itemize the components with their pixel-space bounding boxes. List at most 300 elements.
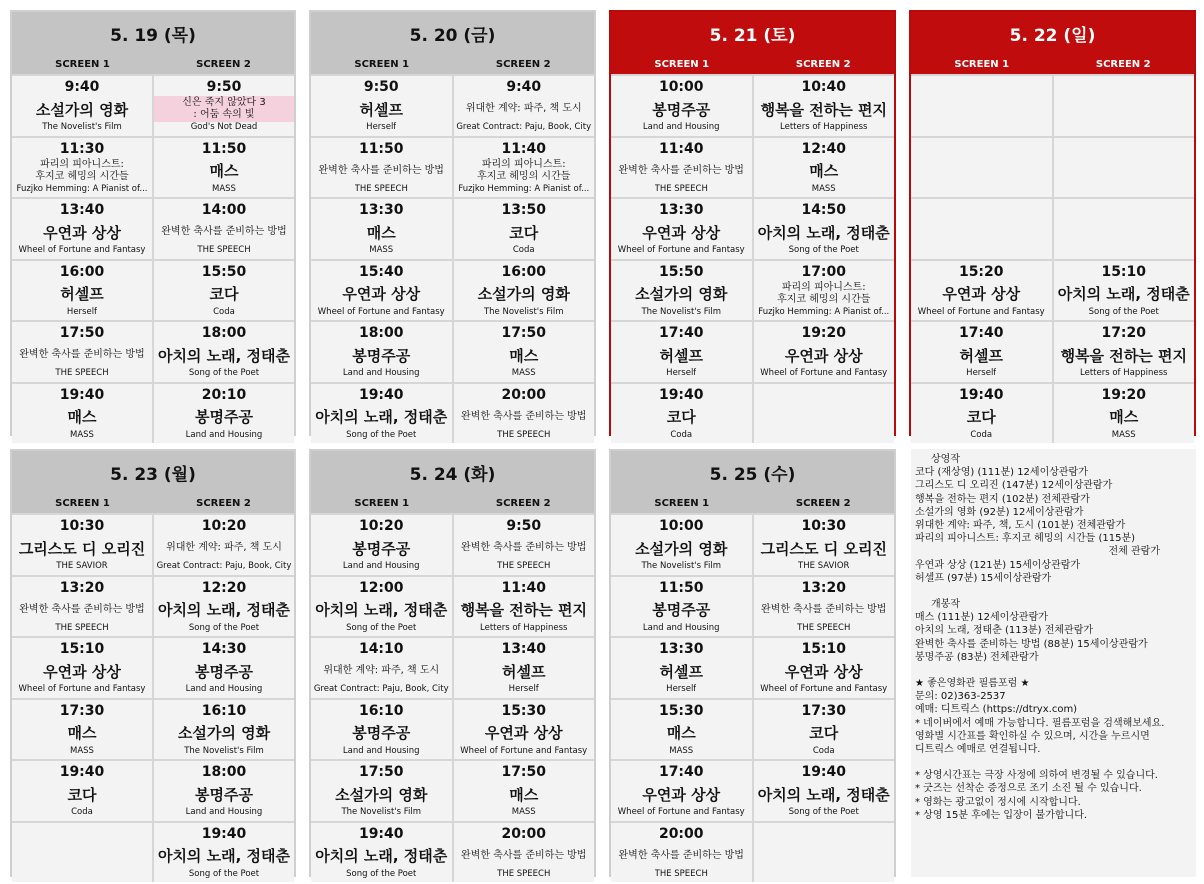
movie-title: 행복을 전하는 편지: [760, 100, 887, 119]
notice-line: * 굿즈는 선착순 증정으로 조기 소진 될 수 있습니다.: [915, 783, 1142, 795]
movie-title: 허셀프: [502, 662, 546, 681]
movie-english-title: Herself: [666, 684, 697, 694]
showtime-time: 20:00: [658, 825, 704, 842]
movie-title: 아치의 노래, 정태춘: [157, 346, 291, 365]
showtime-time: 9:50: [506, 518, 542, 534]
empty-slot: [12, 821, 152, 883]
showtime-slot[interactable]: [611, 136, 752, 198]
movie-title: 허셀프: [359, 100, 403, 119]
showtime-slot[interactable]: [454, 74, 595, 136]
showtime-time: 15:40: [358, 263, 404, 280]
movie-title: 봉명주공: [652, 100, 711, 119]
day-date: 5. 25 (수): [611, 451, 894, 493]
movie-english-title: Wheel of Fortune and Fantasy: [760, 684, 888, 694]
showtime-slot[interactable]: [12, 759, 152, 821]
movie-english-title: Song of the Poet: [188, 622, 260, 633]
movie-english-title: Song of the Poet: [346, 868, 417, 879]
screen-label: SCREEN 2: [795, 498, 851, 509]
showtime-slot[interactable]: [1054, 259, 1195, 321]
showtime-slot[interactable]: [754, 136, 895, 198]
movie-english-title: MASS: [212, 183, 236, 194]
movie-title: 매스: [509, 346, 539, 365]
movie-english-title: Coda: [812, 745, 835, 756]
empty-slot: [754, 382, 895, 444]
showtime-time: 11:50: [658, 579, 704, 596]
showtime-slot[interactable]: [611, 821, 752, 883]
movie-english-title: Land and Housing: [185, 684, 263, 694]
notice-line: * 영화는 광고없이 정시에 시작합니다.: [915, 796, 1081, 808]
showtime-time: 18:00: [358, 325, 404, 341]
showtime-slot[interactable]: [12, 382, 152, 444]
now-showing-line: 전체 관람가: [1108, 546, 1160, 558]
movie-english-title: Great Contract: Paju, Book, City: [456, 122, 592, 132]
movie-title: 코다: [209, 285, 239, 303]
showtime-time: 9:50: [363, 79, 399, 95]
showtime-slot[interactable]: [154, 74, 294, 136]
movie-title: 코다: [67, 785, 97, 804]
movie-english-title: THE SPEECH: [497, 561, 551, 571]
screen-column: [12, 513, 152, 882]
movie-title: 소설가의 영화: [635, 285, 728, 303]
movie-english-title: Letters of Happiness: [480, 622, 568, 633]
showtime-slot[interactable]: [12, 636, 152, 698]
movie-english-title: The Novelist's Film: [641, 561, 722, 571]
showtime-time: 16:00: [59, 263, 105, 280]
showtime-time: 12:40: [801, 140, 847, 157]
showtime-time: 14:30: [201, 641, 247, 657]
movie-english-title: The Novelist's Film: [341, 807, 422, 817]
showtime-slot[interactable]: [454, 513, 595, 575]
showtime-slot[interactable]: [454, 821, 595, 883]
day-date: 5. 22 (일): [911, 12, 1194, 54]
movie-title: 아치의 노래, 정태춘: [315, 408, 448, 426]
showtime-slot[interactable]: [611, 575, 752, 637]
movie-title: 아치의 노래, 정태춘: [1057, 285, 1190, 303]
now-showing-line: 파리의 피아니스트: 후지코 헤밍의 시간들 (115분): [915, 533, 1136, 545]
showtime-time: 19:40: [801, 764, 847, 780]
movie-title: 매스: [1109, 408, 1139, 426]
screen-grid: [12, 74, 294, 443]
showtime-slot[interactable]: [12, 575, 152, 637]
movie-title: 우연과 상상: [43, 662, 121, 681]
showtime-time: 10:20: [201, 518, 247, 534]
showtime-time: 11:50: [201, 140, 247, 157]
showtime-time: 19:20: [1101, 386, 1147, 403]
showtime-slot[interactable]: [311, 759, 452, 821]
showtime-time: 17:50: [59, 325, 105, 341]
movie-title: 파리의 피아니스트: 후지코 헤밍의 시간들: [777, 281, 871, 305]
showtime-slot[interactable]: [1054, 382, 1195, 444]
showtime-slot[interactable]: [311, 821, 452, 883]
movie-title: 완벽한 축사를 준비하는 방법: [461, 542, 587, 553]
movie-english-title: Wheel of Fortune and Fantasy: [460, 745, 588, 756]
showtime-slot[interactable]: [754, 259, 895, 321]
movie-english-title: THE SPEECH: [197, 245, 251, 255]
opening-line: 아치의 노래, 정태춘 (113분) 전체관람가: [915, 625, 1094, 637]
movie-title: 소설가의 영화: [177, 724, 271, 742]
movie-english-title: MASS: [511, 807, 536, 817]
movie-english-title: Land and Housing: [342, 745, 420, 756]
movie-english-title: Fuzjko Hemming: A Pianist of...: [758, 306, 890, 317]
day-card: [309, 449, 596, 877]
showtime-slot[interactable]: [454, 575, 595, 637]
screen-label: SCREEN 1: [654, 498, 710, 509]
showtime-slot[interactable]: [154, 759, 294, 821]
movie-title: 허셀프: [959, 346, 1003, 365]
contact-line: 영화별 시간표를 확인하실 수 있으며, 시간을 누르시면: [915, 730, 1150, 742]
movie-title: 소설가의 영화: [35, 100, 129, 119]
movie-english-title: Land and Housing: [342, 368, 420, 378]
info-panel: [911, 449, 1196, 877]
notice-line: * 상영시간표는 극장 사정에 의하여 변경될 수 있습니다.: [915, 770, 1158, 782]
showtime-slot[interactable]: [154, 636, 294, 698]
movie-title: 완벽한 축사를 준비하는 방법: [161, 226, 287, 237]
showtime-slot[interactable]: [311, 575, 452, 637]
screen-label: SCREEN 2: [196, 59, 251, 70]
showtime-time: 17:30: [59, 702, 105, 719]
showtime-time: 19:20: [801, 325, 847, 341]
opening-title: 개봉작: [931, 599, 960, 611]
movie-title: 완벽한 축사를 준비하는 방법: [19, 349, 145, 360]
showtime-slot[interactable]: [12, 320, 152, 382]
movie-title: 아치의 노래, 정태춘: [157, 847, 291, 865]
showtime-time: 13:20: [59, 579, 105, 596]
showtime-time: 9:40: [506, 79, 542, 95]
movie-title: 우연과 상상: [642, 785, 721, 804]
showtime-slot[interactable]: [754, 575, 895, 637]
contact-line: 디트릭스 예매로 연결됩니다.: [915, 744, 1041, 756]
showtime-slot[interactable]: [311, 513, 452, 575]
showtime-slot[interactable]: [611, 513, 752, 575]
screen-label: SCREEN 1: [354, 59, 410, 70]
movie-english-title: The Novelist's Film: [42, 122, 122, 132]
showtime-slot[interactable]: [611, 197, 752, 259]
movie-english-title: Song of the Poet: [188, 368, 260, 378]
movie-english-title: THE SPEECH: [497, 868, 551, 879]
showtime-slot[interactable]: [311, 382, 452, 444]
showtime-slot[interactable]: [911, 320, 1052, 382]
showtime-time: 15:10: [801, 641, 847, 657]
showtime-time: 12:00: [358, 579, 404, 596]
showtime-slot[interactable]: [12, 698, 152, 760]
screen-column: [752, 513, 895, 882]
screen-column: [1052, 74, 1195, 443]
showtime-slot[interactable]: [454, 636, 595, 698]
empty-slot: [911, 74, 1052, 136]
showtime-time: 15:30: [658, 702, 704, 719]
screen-label: SCREEN 2: [795, 59, 851, 70]
showtime-time: 13:30: [658, 202, 704, 218]
showtime-slot[interactable]: [154, 821, 294, 883]
showtime-slot[interactable]: [311, 197, 452, 259]
movie-title: 우연과 상상: [784, 662, 863, 681]
movie-title: 그리스도 디 오리진: [760, 539, 887, 558]
screen-column: [152, 513, 294, 882]
showtime-time: 18:00: [201, 325, 247, 341]
showtime-time: 17:00: [801, 263, 847, 280]
movie-title: 매스: [67, 408, 97, 426]
screen-label: SCREEN 1: [55, 59, 110, 70]
showtime-slot[interactable]: [454, 759, 595, 821]
day-card: [309, 10, 596, 440]
showtime-slot[interactable]: [611, 759, 752, 821]
showtime-time: 10:00: [658, 79, 704, 95]
movie-english-title: The Novelist's Film: [184, 745, 264, 756]
movie-title: 봉명주공: [352, 539, 411, 558]
movie-title: 코다: [966, 408, 996, 426]
movie-english-title: Land and Housing: [642, 622, 720, 633]
showtime-time: 15:50: [201, 263, 247, 280]
showtime-time: 13:30: [358, 202, 404, 218]
movie-english-title: Herself: [666, 368, 697, 378]
movie-title: 위대한 계약: 파주, 책 도시: [166, 542, 282, 553]
showtime-slot[interactable]: [754, 320, 895, 382]
screen-column: [911, 74, 1052, 443]
screen-header: [311, 493, 594, 513]
movie-english-title: Coda: [71, 807, 93, 817]
movie-title: 파리의 피아니스트: 후지코 헤밍의 시간들: [477, 158, 571, 182]
screen-grid: [311, 74, 594, 443]
day-date: 5. 21 (토): [611, 12, 894, 54]
movie-english-title: Wheel of Fortune and Fantasy: [917, 306, 1045, 317]
showtime-slot[interactable]: [754, 759, 895, 821]
movie-title: 우연과 상상: [642, 223, 721, 242]
movie-title: 소설가의 영화: [635, 539, 728, 558]
movie-title: 허셀프: [60, 285, 104, 303]
movie-english-title: Herself: [508, 684, 539, 694]
showtime-slot[interactable]: [12, 513, 152, 575]
notice-line: * 상영 15분 후에는 입장이 불가합니다.: [915, 809, 1088, 821]
screen-label: SCREEN 2: [495, 59, 551, 70]
showtime-time: 15:50: [658, 263, 704, 280]
showtime-slot[interactable]: [454, 197, 595, 259]
showtime-slot[interactable]: [154, 513, 294, 575]
showtime-time: 11:40: [501, 579, 547, 596]
showtime-slot[interactable]: [754, 74, 895, 136]
movie-english-title: Fuzjko Hemming: A Pianist of...: [16, 183, 148, 194]
showtime-slot[interactable]: [12, 259, 152, 321]
movie-title: 우연과 상상: [784, 346, 863, 365]
day-date: 5. 19 (목): [12, 12, 294, 54]
showtime-slot[interactable]: [611, 698, 752, 760]
movie-title: 위대한 계약: 파주, 책 도시: [323, 665, 440, 676]
movie-english-title: Song of the Poet: [788, 807, 859, 817]
movie-title: 봉명주공: [352, 346, 411, 365]
movie-english-title: Great Contract: Paju, Book, City: [313, 684, 449, 694]
showtime-slot[interactable]: [454, 259, 595, 321]
showtime-time: 19:40: [958, 386, 1004, 403]
showtime-time: 11:40: [501, 140, 547, 157]
showtime-slot[interactable]: [154, 382, 294, 444]
showtime-slot[interactable]: [911, 259, 1052, 321]
screen-label: SCREEN 2: [1095, 59, 1151, 70]
showtime-time: 19:40: [59, 386, 105, 403]
opening-line: 매스 (111분) 12세이상관람가: [915, 612, 1048, 624]
showtime-time: 15:20: [958, 263, 1004, 280]
showtime-time: 16:10: [201, 702, 247, 719]
movie-english-title: Song of the Poet: [188, 868, 260, 879]
now-showing-line: 그리스도 디 오리진 (147분) 12세이상관람가: [915, 480, 1113, 492]
showtime-slot[interactable]: [311, 698, 452, 760]
screen-header: [311, 54, 594, 74]
now-showing-line: 위대한 계약: 파주, 책, 도시 (101분) 전체관람가: [915, 520, 1126, 532]
movie-english-title: The Novelist's Film: [641, 306, 722, 317]
screen-header: [611, 54, 894, 74]
movie-title: 매스: [666, 724, 696, 742]
screen-label: SCREEN 1: [55, 498, 110, 509]
showtime-slot[interactable]: [1054, 320, 1195, 382]
showtime-slot[interactable]: [611, 259, 752, 321]
movie-english-title: THE SAVIOR: [798, 561, 850, 571]
movie-title: 코다: [509, 223, 539, 242]
showtime-time: 14:50: [801, 202, 847, 218]
movie-english-title: Land and Housing: [185, 807, 263, 817]
movie-title: 매스: [509, 785, 539, 804]
movie-title: 아치의 노래, 정태춘: [757, 785, 890, 804]
movie-title: 아치의 노래, 정태춘: [315, 601, 448, 619]
showtime-time: 13:40: [501, 641, 547, 657]
movie-title: 우연과 상상: [342, 285, 421, 303]
showtime-time: 9:40: [64, 79, 100, 95]
showtime-slot[interactable]: [611, 74, 752, 136]
movie-title: 아치의 노래, 정태춘: [315, 847, 448, 865]
showtime-slot[interactable]: [154, 197, 294, 259]
showtime-slot[interactable]: [911, 382, 1052, 444]
showtime-slot[interactable]: [154, 136, 294, 198]
movie-english-title: MASS: [669, 745, 694, 756]
showtime-time: 20:00: [501, 825, 547, 842]
showtime-time: 20:10: [201, 386, 247, 403]
showtime-time: 15:30: [501, 702, 547, 719]
movie-english-title: God's Not Dead: [190, 122, 258, 132]
movie-english-title: Herself: [366, 122, 397, 132]
showtime-slot[interactable]: [311, 320, 452, 382]
movie-title: 소설가의 영화: [477, 285, 570, 303]
showtime-time: 19:40: [358, 825, 404, 842]
screen-label: SCREEN 1: [954, 59, 1010, 70]
movie-english-title: THE SPEECH: [497, 429, 551, 440]
day-card: [10, 10, 296, 440]
movie-title: 소설가의 영화: [335, 785, 428, 804]
showtime-time: 18:00: [201, 764, 247, 780]
showtime-time: 17:40: [958, 325, 1004, 341]
movie-title: 아치의 노래, 정태춘: [757, 223, 890, 242]
showtime-slot[interactable]: [311, 259, 452, 321]
showtime-slot[interactable]: [154, 320, 294, 382]
movie-english-title: MASS: [70, 429, 94, 440]
movie-english-title: MASS: [369, 245, 394, 255]
movie-title: 완벽한 축사를 준비하는 방법: [618, 849, 744, 861]
movie-title: 봉명주공: [652, 601, 711, 619]
contact-line: ★ 좋은영화관 필름포럼 ★: [915, 678, 1030, 690]
movie-english-title: MASS: [1111, 429, 1136, 440]
screen-header: [12, 493, 294, 513]
day-card: [10, 449, 296, 877]
empty-slot: [911, 197, 1052, 259]
movie-title: 매스: [67, 724, 97, 742]
showtime-slot[interactable]: [12, 136, 152, 198]
movie-english-title: Song of the Poet: [788, 245, 859, 255]
showtime-slot[interactable]: [454, 382, 595, 444]
movie-title: 완벽한 축사를 준비하는 방법: [461, 849, 587, 861]
movie-english-title: Letters of Happiness: [1080, 368, 1168, 378]
movie-title: 봉명주공: [195, 785, 253, 804]
showtime-time: 17:20: [1101, 325, 1147, 341]
showtime-slot[interactable]: [754, 698, 895, 760]
opening-line: 완벽한 축사를 준비하는 방법 (88분) 15세이상관람가: [915, 638, 1148, 650]
now-showing-line: 행복을 전하는 편지 (102분) 전체관람가: [915, 493, 1090, 505]
showtime-slot[interactable]: [611, 320, 752, 382]
screen-header: [611, 493, 894, 513]
showtime-time: 10:30: [801, 518, 847, 534]
movie-english-title: Land and Housing: [185, 429, 263, 440]
movie-title: 아치의 노래, 정태춘: [157, 601, 291, 619]
showtime-time: 16:00: [501, 263, 547, 280]
showtime-slot[interactable]: [154, 259, 294, 321]
contact-line: 문의: 02)363-2537: [915, 691, 1006, 703]
movie-english-title: Land and Housing: [642, 122, 720, 132]
empty-slot: [1054, 197, 1195, 259]
movie-english-title: Coda: [512, 245, 535, 255]
showtime-slot[interactable]: [754, 636, 895, 698]
showtime-time: 11:50: [358, 140, 404, 157]
movie-english-title: Wheel of Fortune and Fantasy: [317, 306, 445, 317]
showtime-slot[interactable]: [12, 74, 152, 136]
showtime-slot[interactable]: [154, 698, 294, 760]
showtime-slot[interactable]: [754, 513, 895, 575]
movie-english-title: The Novelist's Film: [483, 306, 564, 317]
contact-line: * 네이버에서 예매 가능합니다. 필름포럼을 검색해보세요.: [915, 717, 1165, 729]
showtime-slot[interactable]: [12, 197, 152, 259]
showtime-slot[interactable]: [611, 636, 752, 698]
showtime-time: 16:10: [358, 702, 404, 719]
showtime-time: 13:20: [801, 579, 847, 596]
showtime-slot[interactable]: [754, 197, 895, 259]
movie-title: 그리스도 디 오리진: [18, 539, 146, 558]
movie-english-title: THE SPEECH: [55, 622, 109, 633]
showtime-slot[interactable]: [611, 382, 752, 444]
movie-title: 완벽한 축사를 준비하는 방법: [318, 164, 444, 176]
showtime-slot[interactable]: [311, 136, 452, 198]
day-card: [609, 449, 896, 877]
screen-grid: [911, 74, 1194, 443]
movie-english-title: Wheel of Fortune and Fantasy: [617, 807, 745, 817]
showtime-slot[interactable]: [311, 74, 452, 136]
showtime-slot[interactable]: [154, 575, 294, 637]
movie-title: 완벽한 축사를 준비하는 방법: [618, 164, 744, 176]
empty-slot: [1054, 74, 1195, 136]
screen-grid: [611, 74, 894, 443]
movie-title: 행복을 전하는 편지: [460, 601, 587, 619]
showtime-time: 14:00: [201, 202, 247, 218]
screen-column: [152, 74, 294, 443]
showtime-time: 19:40: [59, 764, 105, 780]
showtime-time: 17:50: [501, 325, 547, 341]
screen-label: SCREEN 1: [354, 498, 410, 509]
screen-column: [452, 513, 595, 882]
showtime-slot[interactable]: [454, 698, 595, 760]
movie-english-title: Letters of Happiness: [780, 122, 868, 132]
showtime-time: 19:40: [358, 386, 404, 403]
screen-header: [12, 54, 294, 74]
showtime-slot[interactable]: [311, 636, 452, 698]
showtime-time: 13:30: [658, 641, 704, 657]
screen-label: SCREEN 1: [654, 59, 710, 70]
showtime-slot[interactable]: [454, 136, 595, 198]
showtime-time: 10:30: [59, 518, 105, 534]
day-date: 5. 23 (월): [12, 451, 294, 493]
showtime-slot[interactable]: [454, 320, 595, 382]
